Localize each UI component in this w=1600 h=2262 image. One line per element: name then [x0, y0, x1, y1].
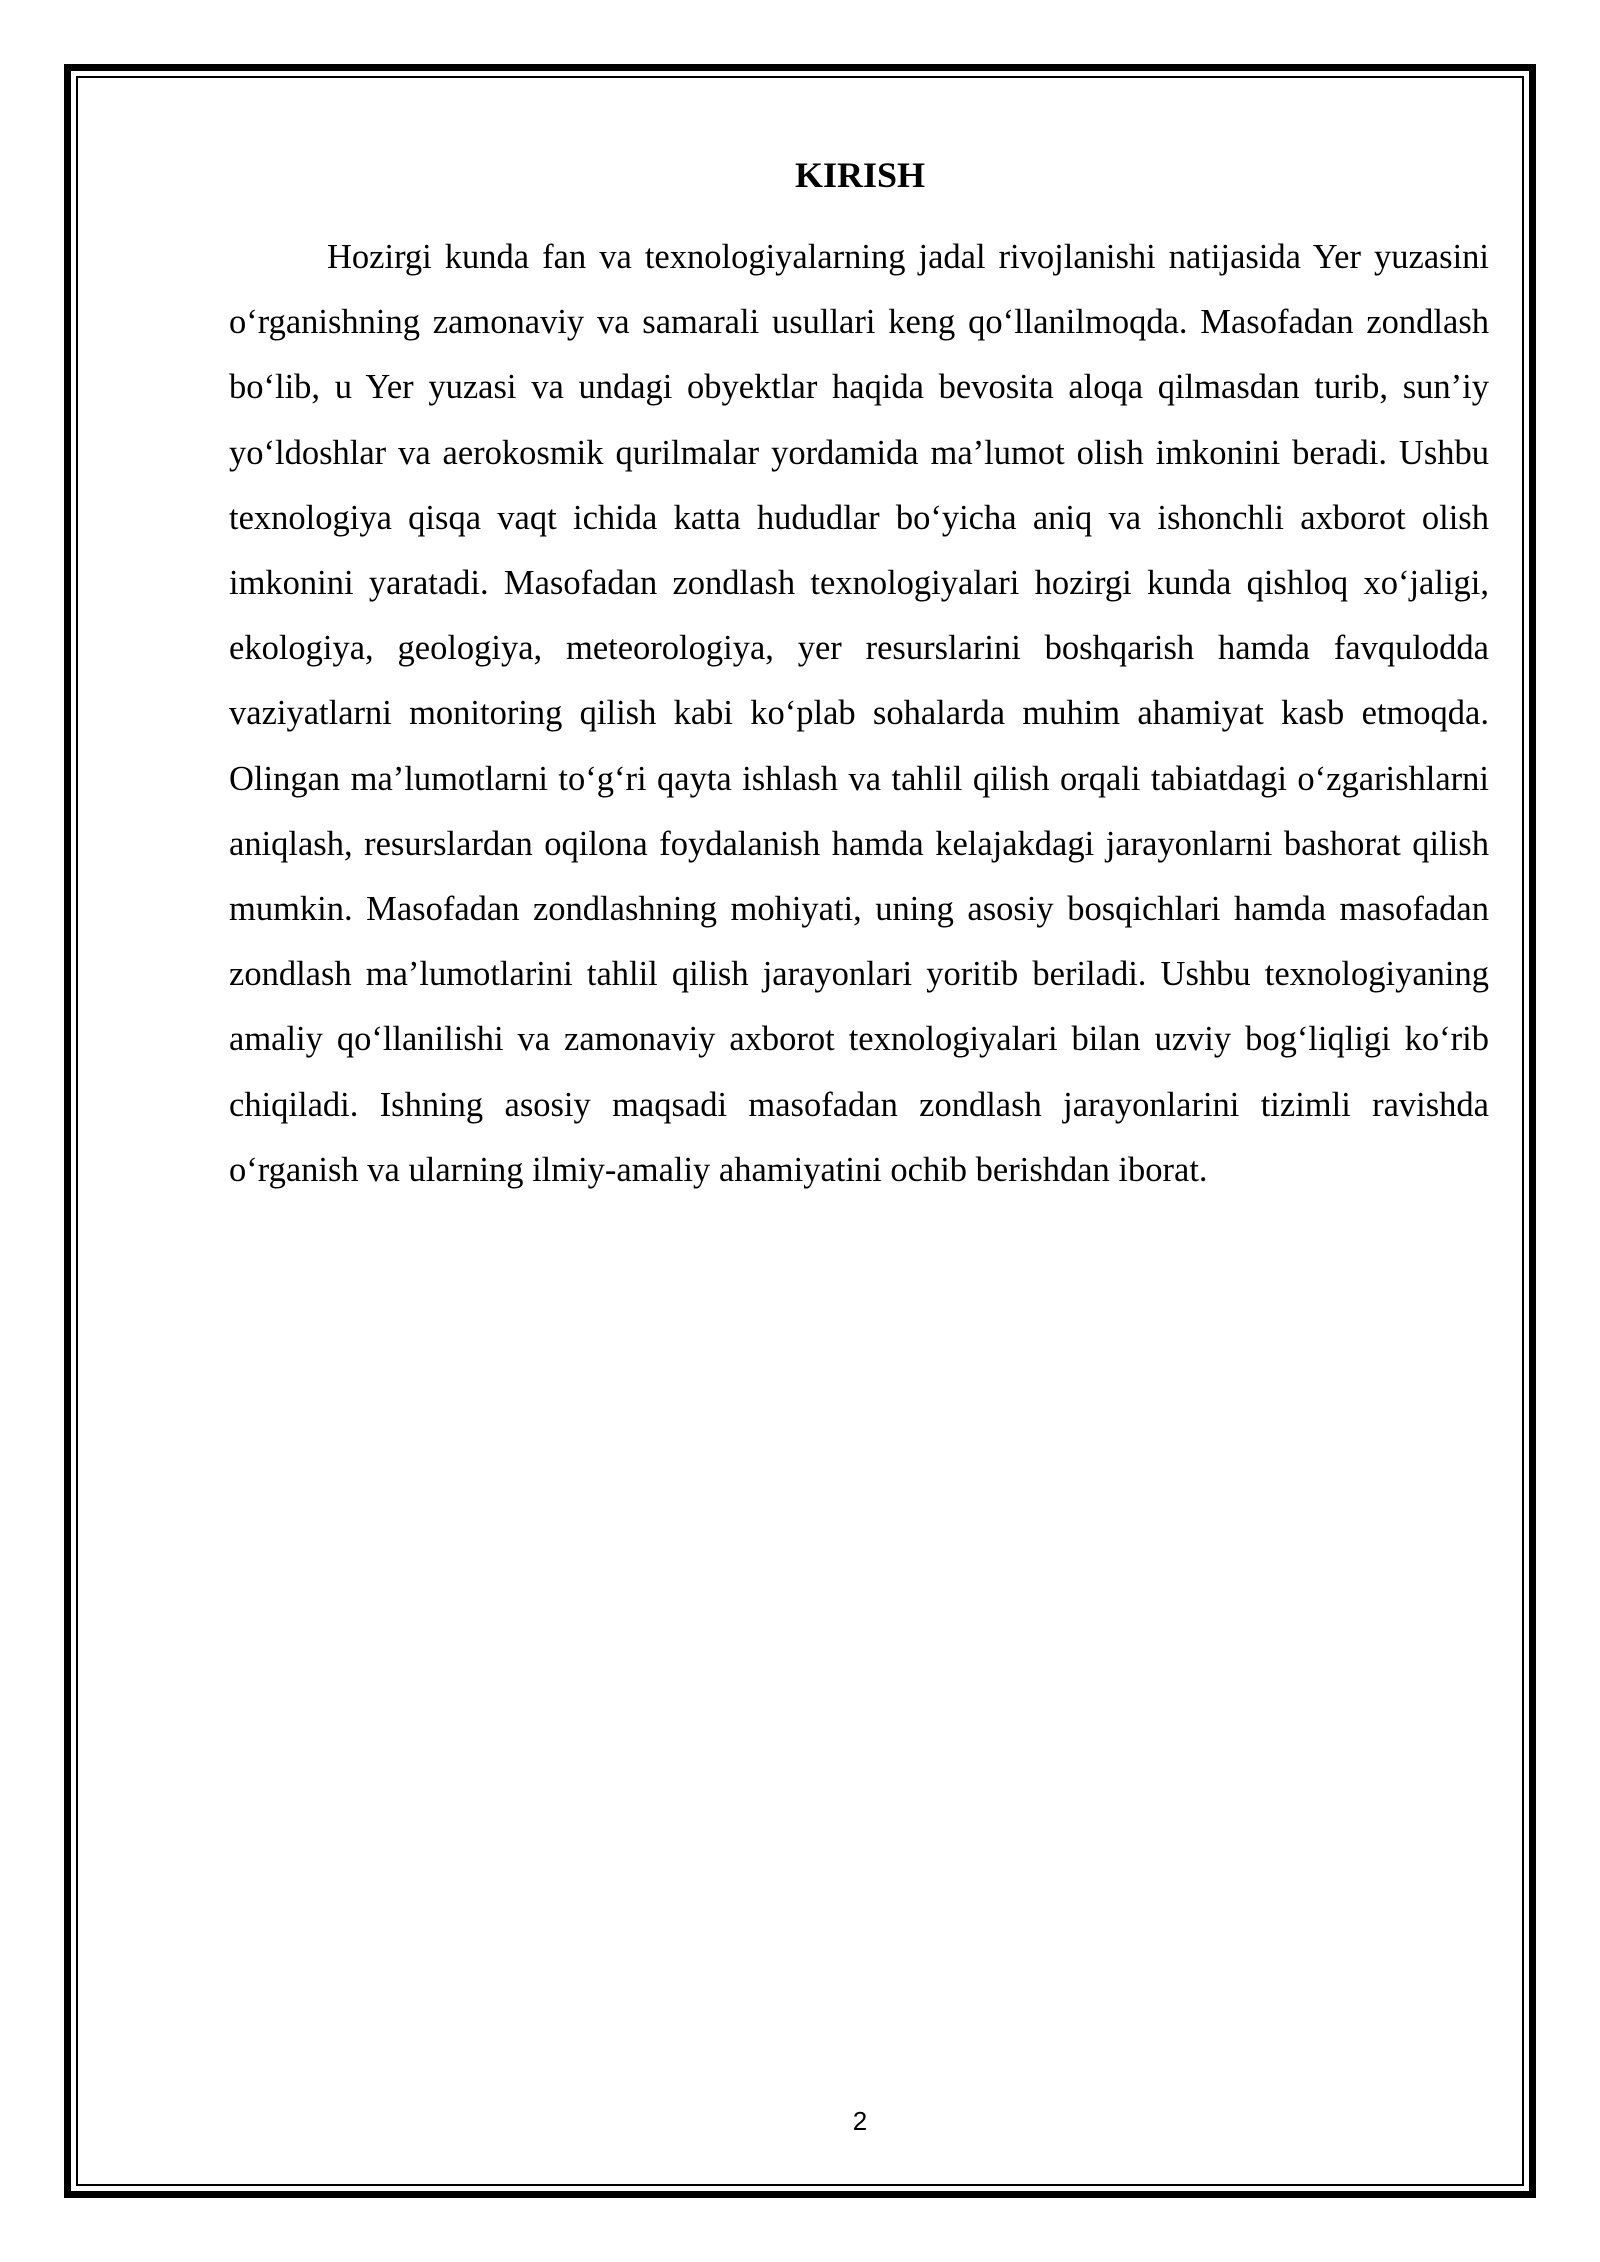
- body-paragraph: Hozirgi kunda fan va texnologiyalarning jadal rivojlanishi natijasida Yer yuzasini o‘rganishning zamonaviy va samarali usullari keng qo‘llanilmoqda. Masofadan zondlash bo‘lib, u Yer yuzasi va undagi obyektlar haqida bevosita aloqa qilmasdan turib, sun’iy yo‘ldoshlar va aerokosmik qurilmalar yordamida ma’lumot olish imkonini beradi. Ushbu texnologiya qisqa vaqt ichida katta hududlar bo‘yicha aniq va ishonchli axborot olish imkonini yaratadi. Masofadan zondlash texnologiyalari hozirgi kunda qishloq xo‘jaligi, ekologiya, geologiya, meteorologiya, yer resurslarini boshqarish hamda favqulodda vaziyatlarni monitoring qilish kabi ko‘plab sohalarda muhim ahamiyat kasb etmoqda. Olingan ma’lumotlarni to‘g‘ri qayta ishlash va tahlil qilish orqali tabiatdagi o‘zgarishlarni aniqlash, resurslardan oqilona foydalanish hamda kelajakdagi jarayonlarni bashorat qilish mumkin. Masofadan zondlashning mohiyati, uning asosiy bosqichlari hamda masofadan zondlash ma’lumotlarini tahlil qilish jarayonlari yoritib beriladi. Ushbu texnologiyaning amaliy qo‘llanilishi va zamonaviy axborot texnologiyalari bilan uzviy bog‘liqligi ko‘rib chiqiladi. Ishning asosiy maqsadi masofadan zondlash jarayonlarini tizimli ravishda o‘rganish va ularning ilmiy-amaliy ahamiyatini ochib berishdan iborat.: [229, 238, 1489, 1189]
- page-title: KIRISH: [794, 155, 926, 195]
- page-number: 2: [852, 2106, 868, 2136]
